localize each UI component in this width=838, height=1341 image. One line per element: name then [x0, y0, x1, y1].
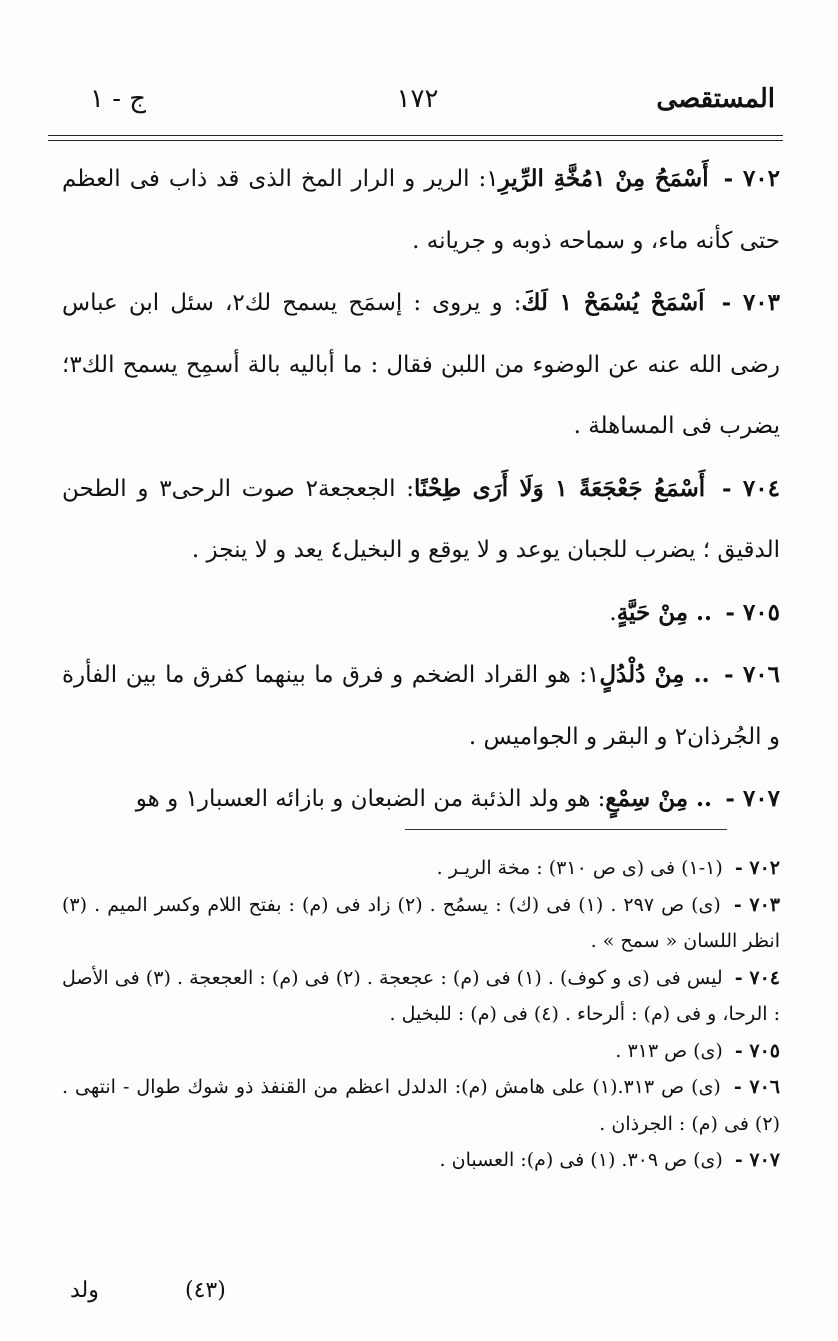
footnote-number: ٧٠٣ -	[733, 893, 780, 916]
entry-headword: .. مِنْ دُلْدُلٍ	[599, 661, 710, 688]
entry-706	[62, 644, 780, 768]
main-text	[62, 148, 780, 831]
entry-number: ٧٠٣ -	[721, 289, 780, 316]
entry-702	[62, 148, 780, 272]
entry-number: ٧٠٤ -	[721, 474, 780, 502]
entry-headword: اَسْمَحْ يُسْمَحْ ١ لَكَ	[521, 289, 705, 316]
entry-707	[62, 768, 780, 831]
footnote-text: (١-١) فى (ى ص ٣١٠) : مخة الريـر .	[436, 857, 723, 879]
footnote-number: ٧٠٦ -	[733, 1076, 780, 1098]
footnote-705	[62, 1033, 780, 1070]
page-number: ١٧٢	[396, 84, 439, 114]
footnote-separator	[405, 829, 727, 830]
entry-705	[62, 582, 780, 645]
footnote-number: ٧٠٢ -	[734, 857, 780, 879]
entry-704	[62, 458, 780, 582]
entry-text: .	[609, 599, 617, 626]
signature-mark: (٤٣)	[185, 1278, 226, 1303]
entry-text: : و يروى : إسمَح يسمح لك٢، سئل ابن عباس رضى الله عنه عن الوضوء من اللبن فقال : ما أباليه بالة أسمِح يسمح الك٣؛ يضرب فى المساهلة .	[62, 290, 780, 439]
entry-text: : الجعجعة٢ صوت الرحى٣ و الطحن الدقيق ؛ يضرب للجبان يوعد و لا يوقع و البخيل٤ يعد و لا ينجز .	[62, 475, 780, 563]
footnote-706	[62, 1069, 780, 1142]
entry-number: ٧٠٥ -	[725, 598, 780, 626]
entry-number: ٧٠٦ -	[724, 661, 780, 688]
footnote-703	[62, 887, 780, 960]
footnote-text: (ى) ص ٢٩٧ . (١) فى (ك) : يسمُح . (٢) زاد فى (م) : بفتح اللام وكسر الميم . (٣) انظر اللسان « سمح » .	[62, 893, 780, 952]
entry-number: ٧٠٧ -	[725, 785, 780, 812]
catchword: ولد	[70, 1278, 99, 1303]
footnote-number: ٧٠٥ -	[734, 1039, 780, 1062]
footnote-text: (ى) ص ٣١٣.(١) على هامش (م): الدلدل اعظم من القنفذ ذو شوك طوال - انتهى .(٢) فى (م) : الجرذان .	[62, 1076, 780, 1135]
page-header	[60, 84, 775, 124]
header-double-rule	[48, 135, 783, 141]
entry-number: ٧٠٢ -	[723, 165, 781, 192]
entry-headword: أَسْمَحُ مِنْ ١مُخَّةِ الرِّيرِ	[498, 165, 709, 192]
entry-headword: .. مِنْ حَيَّةٍ	[616, 598, 713, 626]
book-title: المستقصى	[656, 84, 775, 114]
entry-headword: .. مِنْ سِمْعٍ	[605, 785, 713, 812]
footnote-707	[62, 1142, 780, 1179]
footnote-number: ٧٠٧ -	[734, 1149, 780, 1171]
entry-text: ١: الرير و الرار المخ الذى قد ذاب فى العظم حتى كأنه ماء، و سماحه ذوبه و جريانه .	[62, 166, 780, 254]
entry-703	[62, 272, 780, 458]
volume-part: ج - ١	[90, 84, 147, 114]
entry-text: ١: هو القراد الضخم و فرق ما بينهما كفرق ما بين الفأرة و الجُرذان٢ و البقر و الجواميس .	[62, 662, 780, 750]
footnote-text: (ى) ص ٣٠٩. (١) فى (م): العسبان .	[439, 1149, 723, 1171]
footnote-number: ٧٠٤ -	[734, 966, 780, 989]
footnote-704	[62, 960, 780, 1033]
page-footer	[70, 1278, 370, 1318]
footnote-text: (ى) ص ٣١٣ .	[615, 1039, 723, 1062]
footnote-text: ليس فى (ى و كوف) . (١) فى (م) : عجعجة . (٢) فى (م) : العجعجة . (٣) فى الأصل : الرحا، و فى (م) : ألرحاء . (٤) فى (م) : للبخيل .	[62, 966, 780, 1025]
entry-headword: أَسْمَعُ جَعْجَعَةً ١ وَلَا أَرَى طِحْنًا	[414, 474, 706, 502]
entry-text: : هو ولد الذئبة من الضبعان و بازائه العسبار١ و هو	[135, 786, 606, 812]
footnote-702	[62, 850, 780, 887]
footnotes	[62, 850, 780, 1179]
